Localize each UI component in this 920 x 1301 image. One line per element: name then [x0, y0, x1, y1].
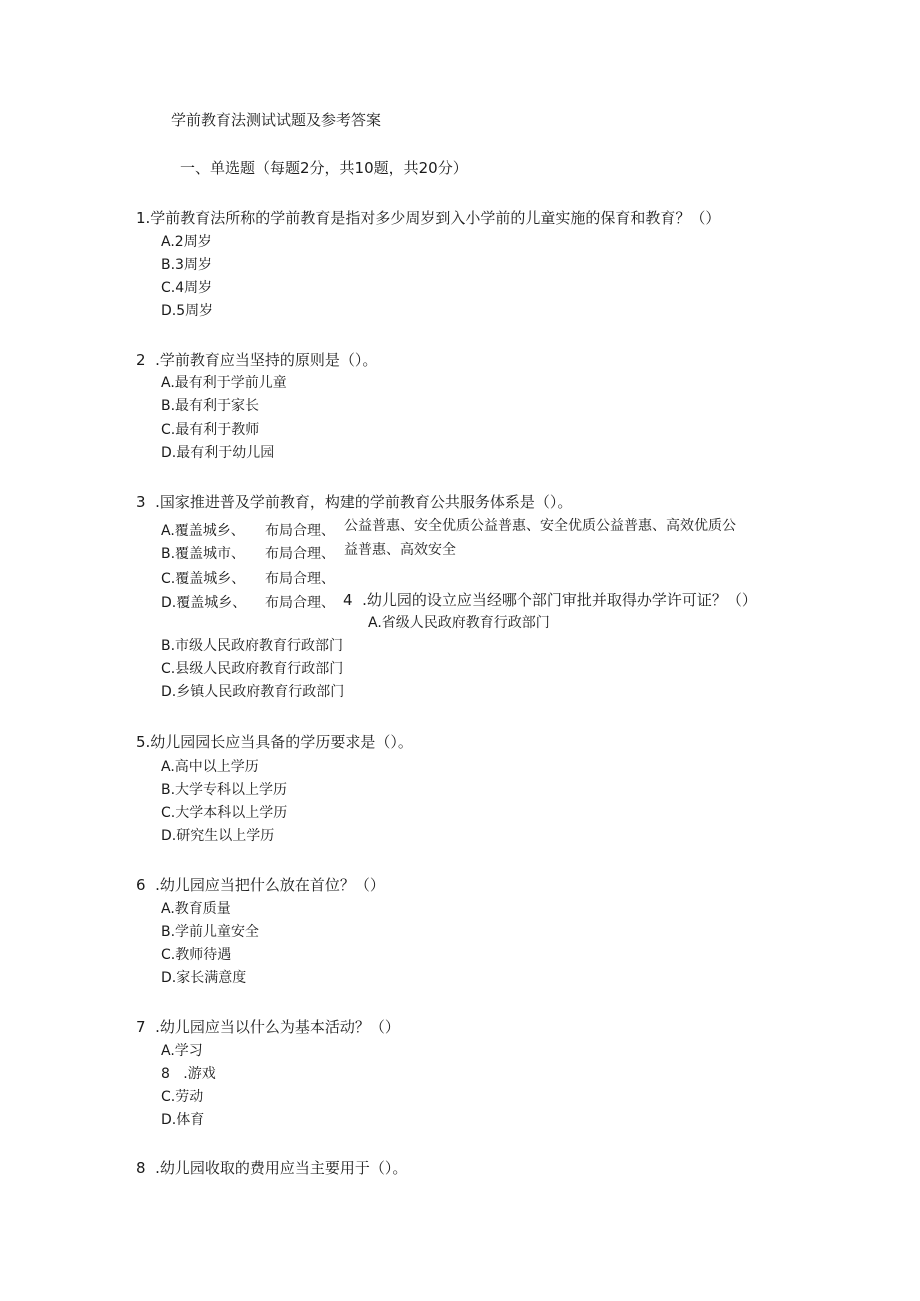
question-5-option-d: D.研究生以上学历: [161, 828, 275, 844]
question-3-option-d-prefix: D.覆盖城乡、: [161, 595, 247, 611]
question-2-stem: 2 .学前教育应当坚持的原则是（）。: [136, 351, 378, 369]
question-4-option-c: C.县级人民政府教育行政部门: [161, 661, 344, 677]
question-2-option-a: A.最有利于学前儿童: [161, 375, 287, 391]
question-6-option-a: A.教育质量: [161, 901, 231, 917]
question-3-option-b-mid: 布局合理、: [265, 546, 335, 562]
question-1-option-b: B.3周岁: [161, 257, 212, 273]
question-3-option-d-mid: 布局合理、: [265, 595, 335, 611]
question-6-option-c: C.教师待遇: [161, 947, 232, 963]
question-3-option-c-mid: 布局合理、: [265, 571, 335, 587]
question-6-stem: 6 .幼儿园应当把什么放在首位？（）: [136, 876, 385, 894]
question-8-stem: 8 .幼儿园收取的费用应当主要用于（）。: [136, 1159, 408, 1177]
question-1-option-c: C.4周岁: [161, 280, 213, 296]
question-5-option-b: B.大学专科以上学历: [161, 782, 288, 798]
question-3-option-b-prefix: B.覆盖城市、: [161, 546, 246, 562]
question-5-option-c: C.大学本科以上学历: [161, 805, 288, 821]
question-3-option-a-prefix: A.覆盖城乡、: [161, 523, 245, 539]
question-2-option-b: B.最有利于家长: [161, 398, 260, 414]
question-1-option-d: D.5周岁: [161, 303, 214, 319]
question-4-option-d: D.乡镇人民政府教育行政部门: [161, 684, 345, 700]
question-5-stem: 5.幼儿园园长应当具备的学历要求是（）。: [136, 733, 413, 751]
question-4-option-a: A.省级人民政府教育行政部门: [368, 615, 550, 631]
question-3-option-a-mid: 布局合理、: [265, 523, 335, 539]
question-7-option-a: A.学习: [161, 1043, 203, 1059]
question-7-stem: 7 .幼儿园应当以什么为基本活动？（）: [136, 1018, 400, 1036]
question-5-option-a: A.高中以上学历: [161, 759, 259, 775]
question-4-option-b: B.市级人民政府教育行政部门: [161, 638, 344, 654]
question-6-option-d: D.家长满意度: [161, 970, 247, 986]
question-1-option-a: A.2周岁: [161, 234, 212, 250]
question-6-option-b: B.学前儿童安全: [161, 924, 260, 940]
section-heading: 一、单选题（每题2分，共10题，共20分）: [180, 159, 468, 177]
question-3-tail-line-2: 益普惠、高效安全: [344, 542, 456, 558]
question-7-option-d: D.体育: [161, 1112, 205, 1128]
question-4-stem: 4 .幼儿园的设立应当经哪个部门审批并取得办学许可证？（）: [343, 591, 757, 609]
question-7-option-b: 8 .游戏: [161, 1066, 216, 1082]
question-2-option-c: C.最有利于教师: [161, 422, 260, 438]
question-1-stem: 1.学前教育法所称的学前教育是指对多少周岁到入小学前的儿童实施的保育和教育？（）: [136, 209, 721, 227]
document-title: 学前教育法测试试题及参考答案: [171, 111, 382, 129]
question-2-option-d: D.最有利于幼儿园: [161, 445, 275, 461]
question-7-option-c: C.劳动: [161, 1089, 204, 1105]
question-3-tail-line-1: 公益普惠、安全优质公益普惠、安全优质公益普惠、高效优质公: [344, 518, 736, 534]
question-3-option-c-prefix: C.覆盖城乡、: [161, 571, 246, 587]
question-3-stem: 3 .国家推进普及学前教育，构建的学前教育公共服务体系是（）。: [136, 493, 573, 511]
